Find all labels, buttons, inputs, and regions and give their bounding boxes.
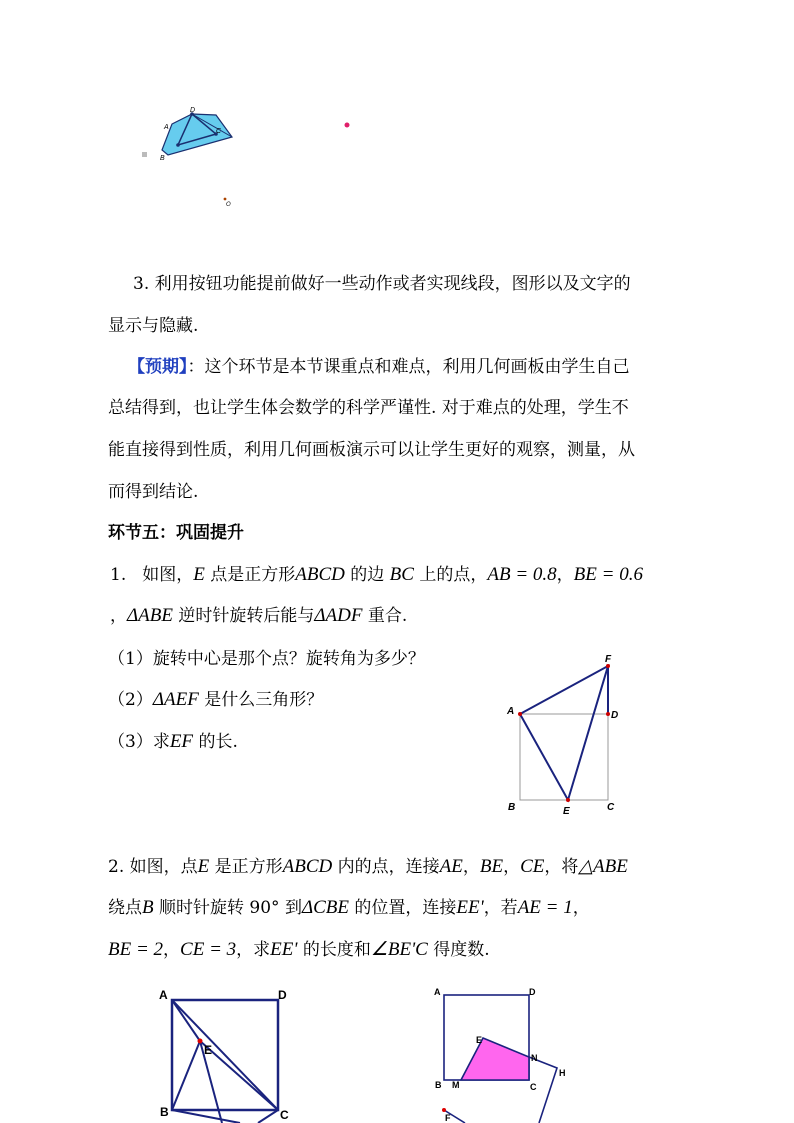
expect-line1: 【预期】：这个环节是本节课重点和难点，利用几何画板由学生自己 bbox=[128, 357, 630, 377]
label-b: B bbox=[508, 802, 516, 813]
q1-sub1: （1）旋转中心是那个点？旋转角为多少？ bbox=[108, 649, 425, 669]
label-f: F bbox=[445, 1113, 451, 1123]
label-a: A bbox=[507, 706, 515, 717]
label-c: C bbox=[216, 128, 222, 135]
q2-line1: 2. 如图，点E 是正方形ABCD 内的点，连接AE，BE，CE，将△ABE bbox=[108, 856, 628, 877]
pink-point bbox=[345, 123, 350, 128]
q1-sub3: （3）求EF 的长. bbox=[108, 731, 238, 752]
label-b: B bbox=[160, 1105, 169, 1119]
figure-q1 bbox=[500, 650, 630, 820]
label-c: C bbox=[607, 802, 615, 813]
figure-q2-right bbox=[425, 980, 585, 1123]
label-d: D bbox=[611, 710, 619, 721]
label-n: N bbox=[531, 1053, 538, 1063]
q1-line1: 1. 如图，E 点是正方形ABCD 的边 BC 上的点，AB = 0.8，BE = 0.6 bbox=[110, 564, 643, 585]
label-d: D bbox=[278, 988, 287, 1002]
figure-q2-left bbox=[150, 980, 310, 1123]
label-c: C bbox=[530, 1082, 537, 1092]
expect-line2: 总结得到，也让学生体会数学的科学严谨性. 对于难点的处理，学生不 bbox=[108, 398, 629, 418]
para3-line1: 3. 利用按钮功能提前做好一些动作或者实现线段，图形以及文字的 bbox=[133, 274, 631, 294]
label-a: A bbox=[434, 987, 441, 997]
expect-line3: 能直接得到性质，利用几何画板演示可以让学生更好的观察，测量，从 bbox=[108, 440, 635, 460]
label-a: A bbox=[159, 988, 168, 1002]
label-d: D bbox=[529, 987, 536, 997]
label-b: B bbox=[435, 1080, 442, 1090]
label-e: E bbox=[476, 1035, 483, 1045]
expect-tag: 【预期】 bbox=[128, 357, 188, 377]
label-a: A bbox=[164, 124, 169, 131]
para3-line2: 显示与隐藏. bbox=[108, 316, 199, 336]
button-icon[interactable] bbox=[142, 152, 147, 157]
q1-sub2: （2）ΔAEF 是什么三角形？ bbox=[108, 689, 324, 710]
label-o: O bbox=[226, 202, 231, 208]
triangle-aef bbox=[520, 666, 608, 800]
label-m: M bbox=[452, 1080, 460, 1090]
label-c: C bbox=[280, 1108, 289, 1122]
section5-title: 环节五：巩固提升 bbox=[108, 523, 244, 543]
label-f: F bbox=[605, 654, 612, 665]
expect-line4: 而得到结论. bbox=[108, 482, 199, 502]
label-e: E bbox=[563, 806, 570, 817]
label-h: H bbox=[559, 1068, 566, 1078]
q2-line3: BE = 2，CE = 3，求EE' 的长度和∠BE'C 得度数. bbox=[108, 939, 490, 960]
cyan-quadrilateral bbox=[162, 114, 232, 155]
magenta-quad bbox=[461, 1038, 529, 1080]
top-figure bbox=[130, 100, 380, 215]
label-b: B bbox=[160, 155, 165, 162]
label-d: D bbox=[190, 107, 196, 114]
label-e: E bbox=[204, 1043, 213, 1057]
q1-line2: ，ΔABE 逆时针旋转后能与ΔADF 重合. bbox=[110, 605, 408, 626]
diagonal bbox=[172, 1000, 278, 1110]
q2-line2: 绕点B 顺时针旋转 90° 到ΔCBE 的位置，连接EE'，若AE = 1， bbox=[108, 897, 590, 918]
square-abcd bbox=[520, 714, 608, 800]
